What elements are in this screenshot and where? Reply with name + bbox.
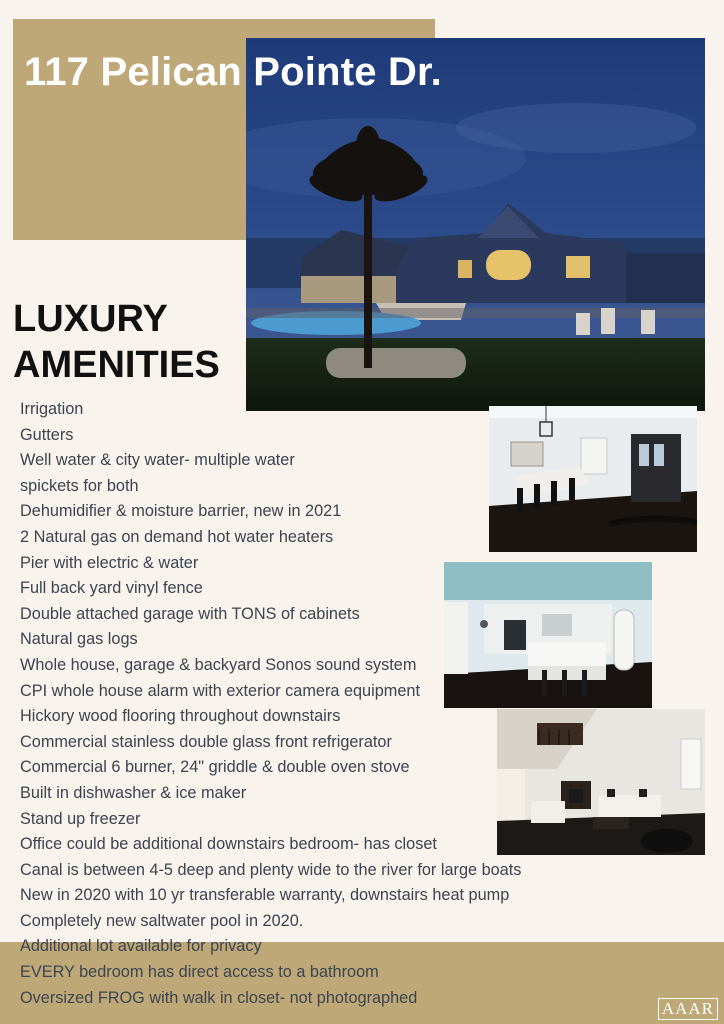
list-item: New in 2020 with 10 yr transferable warranty, downstairs heat pump bbox=[20, 886, 510, 905]
heading-line-2: AMENITIES bbox=[13, 344, 220, 386]
kitchen-photo bbox=[444, 562, 652, 708]
list-item: Built in dishwasher & ice maker bbox=[20, 783, 247, 802]
list-item: CPI whole house alarm with exterior camera equipment bbox=[20, 681, 420, 700]
list-item: Commercial stainless double glass front refrigerator bbox=[20, 732, 392, 751]
list-item: Whole house, garage & backyard Sonos sound system bbox=[20, 655, 417, 674]
list-item: spickets for both bbox=[20, 476, 139, 495]
list-item: Dehumidifier & moisture barrier, new in 2021 bbox=[20, 502, 342, 521]
list-item: Stand up freezer bbox=[20, 809, 141, 828]
aaar-logo: AAAR bbox=[658, 998, 718, 1020]
dining-room-photo bbox=[489, 406, 697, 552]
list-item: 2 Natural gas on demand hot water heaters bbox=[20, 527, 334, 546]
list-item: Completely new saltwater pool in 2020. bbox=[20, 911, 304, 930]
heading-line-1: LUXURY bbox=[13, 298, 168, 340]
list-item: Hickory wood flooring throughout downstairs bbox=[20, 707, 341, 726]
list-item: Office could be additional downstairs bedroom- has closet bbox=[20, 835, 437, 854]
list-item: Double attached garage with TONS of cabinets bbox=[20, 604, 360, 623]
list-item: Full back yard vinyl fence bbox=[20, 579, 203, 598]
living-room-photo bbox=[497, 709, 705, 855]
list-item: Natural gas logs bbox=[20, 630, 138, 649]
list-item: EVERY bedroom has direct access to a bathroom bbox=[20, 963, 379, 982]
list-item: Additional lot available for privacy bbox=[20, 937, 262, 956]
amenities-heading bbox=[13, 296, 220, 388]
list-item: Gutters bbox=[20, 425, 74, 444]
list-item: Well water & city water- multiple water bbox=[20, 451, 295, 470]
property-address-title: 117 Pelican Pointe Dr. bbox=[24, 50, 442, 94]
list-item: Oversized FROG with walk in closet- not photographed bbox=[20, 988, 418, 1007]
list-item: Pier with electric & water bbox=[20, 553, 199, 572]
list-item: Irrigation bbox=[20, 400, 84, 418]
list-item: Commercial 6 burner, 24" griddle & double oven stove bbox=[20, 758, 410, 777]
list-item: Canal is between 4-5 deep and plenty wide to the river for large boats bbox=[20, 860, 522, 879]
